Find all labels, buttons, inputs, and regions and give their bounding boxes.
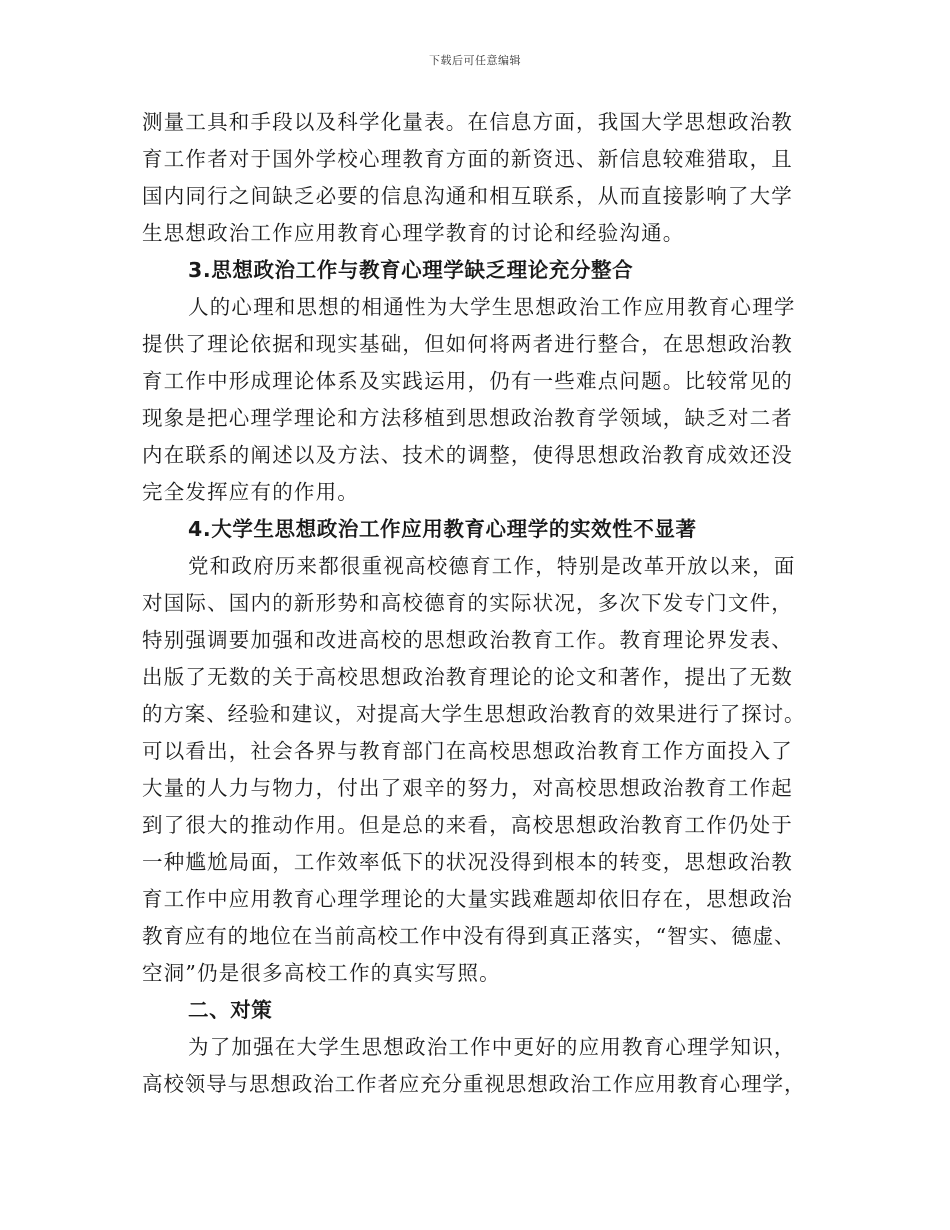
paragraph-line: 完全发挥应有的作用。 (142, 480, 359, 504)
paragraph-line: 对国际、国内的新形势和高校德育的实际状况，多次下发专门文件， (142, 591, 793, 615)
paragraph-line: 人的心理和思想的相通性为大学生思想政治工作应用教育心理学 (188, 295, 796, 319)
paragraph-line: 育工作中形成理论体系及实践运用，仍有一些难点问题。比较常见的 (142, 369, 793, 393)
paragraph-line: 一种尴尬局面，工作效率低下的状况没得到根本的转变，思想政治教 (142, 850, 793, 874)
paragraph-line: 可以看出，社会各界与教育部门在高校思想政治教育工作方面投入了 (142, 739, 793, 763)
paragraph-line: 教育应有的地位在当前高校工作中没有得到真正落实，“智实、德虚、 (142, 924, 796, 948)
paragraph-line: 为了加强在大学生思想政治工作中更好的应用教育心理学知识， (188, 1035, 796, 1059)
section-heading: 二、对策 (188, 998, 273, 1022)
paragraph-line: 特别强调要加强和改进高校的思想政治教育工作。教育理论界发表、 (142, 628, 793, 652)
paragraph-line: 育工作中应用教育心理学理论的大量实践难题却依旧存在，思想政治 (142, 887, 793, 911)
paragraph-line: 空洞”仍是很多高校工作的真实写照。 (142, 961, 501, 985)
paragraph-line: 党和政府历来都很重视高校德育工作，特别是改革开放以来，面 (188, 554, 796, 578)
paragraph-line: 提供了理论依据和现实基础，但如何将两者进行整合，在思想政治教 (142, 332, 793, 356)
paragraph-line: 育工作者对于国外学校心理教育方面的新资迅、新信息较难猎取，且 (142, 147, 793, 171)
paragraph-line: 出版了无数的关于高校思想政治教育理论的论文和著作，提出了无数 (142, 665, 793, 689)
document-body (142, 104, 832, 1103)
section-heading: 3.思想政治工作与教育心理学缺乏理论充分整合 (188, 258, 634, 282)
paragraph-line: 测量工具和手段以及科学化量表。在信息方面，我国大学思想政治教 (142, 110, 793, 134)
paragraph-line: 国内同行之间缺乏必要的信息沟通和相互联系，从而直接影响了大学 (142, 184, 793, 208)
paragraph-line: 到了很大的推动作用。但是总的来看，高校思想政治教育工作仍处于 (142, 813, 793, 837)
paragraph-line: 高校领导与思想政治工作者应充分重视思想政治工作应用教育心理学， (142, 1072, 806, 1096)
paragraph-line: 大量的人力与物力，付出了艰辛的努力，对高校思想政治教育工作起 (142, 776, 793, 800)
section-heading: 4.大学生思想政治工作应用教育心理学的实效性不显著 (188, 517, 697, 541)
paragraph-line: 现象是把心理学理论和方法移植到思想政治教育学领域，缺乏对二者 (142, 406, 793, 430)
paragraph-line: 的方案、经验和建议，对提高大学生思想政治教育的效果进行了探讨。 (142, 702, 806, 726)
page-header: 下载后可任意编辑 (429, 54, 521, 67)
paragraph-line: 生思想政治工作应用教育心理学教育的讨论和经验沟通。 (142, 221, 685, 245)
paragraph-line: 内在联系的阐述以及方法、技术的调整，使得思想政治教育成效还没 (142, 443, 793, 467)
